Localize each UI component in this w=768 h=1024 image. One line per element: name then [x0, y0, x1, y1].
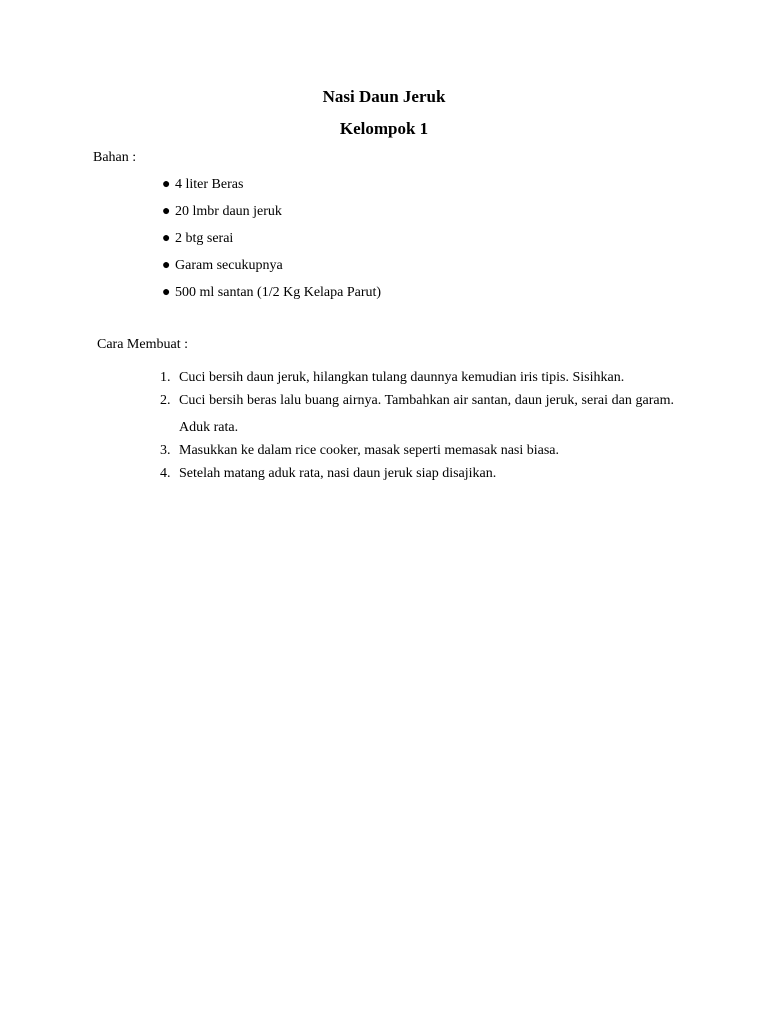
ingredient-item [162, 203, 381, 230]
step-text: Cuci bersih daun jeruk, hilangkan tulang daunnya kemudian iris tipis. Sisihkan. [179, 370, 625, 385]
ingredient-item [162, 284, 381, 311]
method-step [160, 387, 674, 441]
group-subtitle: Kelompok 1 [339, 119, 429, 138]
bullet-icon: ● [162, 177, 171, 192]
step-number: 1. [160, 370, 171, 385]
ingredients-label: Bahan : [93, 150, 137, 165]
bullet-icon: ● [162, 258, 171, 273]
ingredient-text: 4 liter Beras [175, 177, 244, 192]
bullet-icon: ● [162, 204, 171, 219]
ingredient-text: Garam secukupnya [175, 258, 283, 273]
bullet-icon: ● [162, 231, 171, 246]
method-steps-list [160, 364, 674, 487]
ingredient-text: 20 lmbr daun jeruk [175, 204, 282, 219]
step-number: 2. [160, 393, 171, 408]
step-text: Setelah matang aduk rata, nasi daun jeruk siap disajikan. [179, 466, 497, 481]
method-label: Cara Membuat : [97, 337, 188, 352]
ingredients-list [162, 176, 381, 311]
recipe-title: Nasi Daun Jeruk [322, 87, 446, 106]
bullet-icon: ● [162, 285, 171, 300]
step-number: 4. [160, 466, 171, 481]
step-number: 3. [160, 443, 171, 458]
step-text: Masukkan ke dalam rice cooker, masak seperti memasak nasi biasa. [179, 443, 560, 458]
ingredient-text: 2 btg serai [175, 231, 234, 246]
ingredient-text: 500 ml santan (1/2 Kg Kelapa Parut) [175, 285, 382, 300]
step-text: Cuci bersih beras lalu buang airnya. Tambahkan air santan, daun jeruk, serai dan garam. Aduk rata. [179, 393, 674, 435]
ingredient-item [162, 230, 381, 257]
ingredient-item [162, 257, 381, 284]
method-step [160, 460, 674, 487]
ingredient-item [162, 176, 381, 203]
